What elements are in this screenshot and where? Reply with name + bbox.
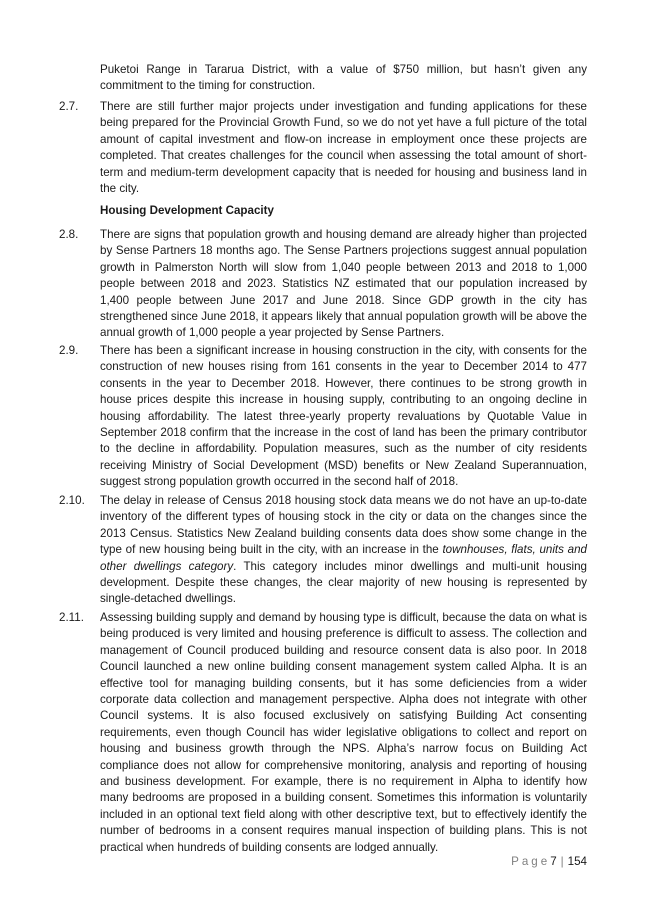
paragraph-text-start: The delay in release of Census 2018 housing stock data means we do not have an up-to-date inventory of the different types of housing stock in the city or data on the changes since the 2013 Census. Statistics New Zealand building consents data does show some change in the type of new housing being built in the city, with an increase in the [100,494,587,557]
paragraph-2-9 [59,343,587,491]
paragraph-number: 2.9. [59,344,79,357]
paragraph-number: 2.10. [59,494,85,507]
page-footer [511,854,587,870]
paragraph-2-7 [59,99,587,197]
section-heading: Housing Development Capacity [100,204,274,217]
paragraph-2-10 [59,493,587,608]
current-page-number: 7 [550,855,557,868]
paragraph-text: Assessing building supply and demand by housing type is difficult, because the data on what is being produced is very limited and housing preference is difficult to assess. The collection and management of Council produced building and resource consent data is also poor. In 2018 Council launched a new online building consent management system called Alpha. It is an effective tool for managing building consents, but it has some deficiencies from a wider corporate data collection and management perspective. Alpha does not integrate with other Council systems. It is also focused exclusively on satisfying Building Act consenting requirements, even though Council has wider legislative obligations to collect and report on housing and business growth through the NPS. Alpha’s narrow focus on Building Act compliance does not allow for comprehensive monitoring, analysis and reporting of housing and business development. For example, there is no requirement in Alpha to identify how many bedrooms are proposed in a building consent. Sometimes this information is voluntarily included in an optional text field along with other descriptive text, but to effectively identify the number of bedrooms in a consent requires manual inspection of building plans. This is not practical when hundreds of building consents are lodged annually. [100,611,587,854]
paragraph-2-11 [59,610,587,856]
paragraph-number: 2.8. [59,228,79,241]
paragraph-text: There are signs that population growth and housing demand are already higher than projected by Sense Partners 18 months ago. The Sense Partners projections suggest annual population growth in Palmerston North will slow from 1,040 people between 2013 and 2018 to 1,000 people between 2018 and 2023. Statistics NZ estimated that our population increased by 1,400 people between June 2017 and June 2018. Since GDP growth in the city has strengthened since June 2018, it appears likely that annual population growth will be above the annual growth of 1,000 people a year projected by Sense Partners. [100,228,587,340]
paragraph-text-end: . This category includes minor dwellings and multi-unit housing development. Despite these changes, the clear majority of new housing is represented by single-detached dwellings. [100,559,587,606]
page-label: Page [511,855,551,868]
paragraph-number: 2.11. [59,611,84,624]
paragraph-2-8 [59,227,587,342]
paragraph-text: There are still further major projects under investigation and funding applications for these being prepared for the Provincial Growth Fund, so we do not yet have a full picture of the total amount of capital investment and flow-on increase in employment once these projects are completed. That creates challenges for the council when assessing the total amount of short-term and medium-term development capacity that is needed for housing and business land in the city. [100,100,587,196]
paragraph-text [100,493,587,608]
paragraph-number: 2.7. [59,100,79,113]
paragraph-text: There has been a significant increase in housing construction in the city, with consents for the construction of new houses rising from 161 consents in the year to December 2014 to 477 consents in the year to December 2018. However, there continues to be strong growth in house prices despite this increase in housing supply, contributing to an ongoing decline in housing affordability. The latest three-yearly property revaluations by Quotable Value in September 2018 confirm that the increase in the cost of land has been the primary contributor to the decline in affordability. Population measures, such as the number of city residents receiving Ministry of Social Development (MSD) benefits or New Zealand Superannuation, suggest strong population growth occurred in the second half of 2018. [100,344,587,489]
continued-paragraph: Puketoi Range in Tararua District, with a value of $750 million, but hasn’t given any commitment to the timing for construction. [100,63,587,93]
page-separator: | [560,855,564,868]
paragraph-text-italic: townhouses, flats, units and other dwellings category [100,543,588,573]
total-pages: 154 [567,855,587,868]
